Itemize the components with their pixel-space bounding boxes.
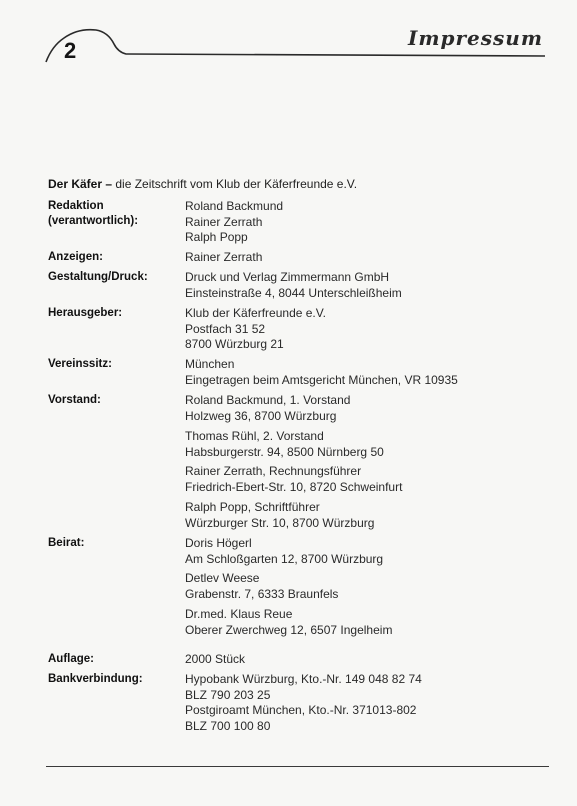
- entry-value: [185, 199, 545, 246]
- entry-value-line: Klub der Käferfreunde e.V.: [185, 306, 326, 320]
- intro-line: [48, 177, 357, 191]
- entry-value-line: Holzweg 36, 8700 Würzburg: [185, 408, 337, 423]
- magazine-name: Der Käfer –: [48, 177, 113, 191]
- entry-value-line: Druck und Verlag Zimmermann GmbH: [185, 270, 390, 284]
- entry-value-line: Thomas Rühl, 2. Vorstand: [185, 429, 324, 443]
- entry-label: Vorstand:: [48, 394, 101, 406]
- entry-value: [185, 536, 545, 567]
- entry-value: [185, 464, 545, 495]
- entry-value-line: Oberer Zwerchweg 12, 6507 Ingelheim: [185, 622, 393, 637]
- entry-value: [185, 672, 545, 734]
- entry-value: [185, 652, 545, 668]
- entry-value-line: Habsburgerstr. 94, 8500 Nürnberg 50: [185, 444, 384, 459]
- entry-value-line: Rainer Zerrath, Rechnungsführer: [185, 464, 362, 478]
- entry-value-line: Dr.med. Klaus Reue: [185, 607, 293, 621]
- entry-value-line: Ralph Popp, Schriftführer: [185, 500, 320, 514]
- entry-value: [185, 270, 545, 301]
- entry-value-line: Am Schloßgarten 12, 8700 Würzburg: [185, 551, 384, 566]
- entry-label: Bankverbindung:: [48, 673, 143, 685]
- entry-value-line: 8700 Würzburg 21: [185, 337, 284, 351]
- entry-value-line: Würzburger Str. 10, 8700 Würzburg: [185, 515, 375, 530]
- entry-value-line: Hypobank Würzburg, Kto.-Nr. 149 048 82 74: [185, 672, 422, 686]
- footer-rule: [46, 766, 549, 767]
- entry-value-line: 2000 Stück: [185, 652, 246, 666]
- entry-value-line: Roland Backmund, 1. Vorstand: [185, 393, 351, 407]
- entry-value-line: Rainer Zerrath: [185, 214, 263, 229]
- magazine-description: die Zeitschrift vom Klub der Käferfreunde e.V.: [112, 177, 358, 191]
- entry-value-line: Roland Backmund: [185, 199, 284, 213]
- page-number: 2: [64, 38, 77, 63]
- entry-value: [185, 250, 545, 266]
- entry-value-line: BLZ 700 100 80: [185, 718, 271, 733]
- entry-value-line: Doris Högerl: [185, 536, 252, 550]
- entry-label: Anzeigen:: [48, 251, 103, 263]
- entry-value-line: Postfach 31 52: [185, 321, 266, 336]
- entry-value-line: Eingetragen beim Amtsgericht München, VR 10935: [185, 372, 458, 387]
- entry-value-line: Detlev Weese: [185, 571, 260, 585]
- entry-value-line: Friedrich-Ebert-Str. 10, 8720 Schweinfurt: [185, 479, 403, 494]
- entry-value: [185, 357, 545, 388]
- entry-value-line: Grabenstr. 7, 6333 Braunfels: [185, 586, 339, 601]
- entry-value-line: Rainer Zerrath: [185, 250, 263, 264]
- entry-label: Herausgeber:: [48, 307, 123, 319]
- entry-label: Auflage:: [48, 653, 94, 665]
- entry-value: [185, 429, 545, 460]
- entry-value: [185, 500, 545, 531]
- entry-value-line: BLZ 790 203 25: [185, 687, 271, 702]
- entry-label: Vereinssitz:: [48, 358, 112, 370]
- entry-label: Redaktion (verantwortlich):: [48, 200, 139, 227]
- entry-value-line: Ralph Popp: [185, 230, 248, 244]
- entry-value: [185, 306, 545, 353]
- entry-value-line: Einsteinstraße 4, 8044 Unterschleißheim: [185, 285, 402, 300]
- entry-label: Beirat:: [48, 537, 85, 549]
- entry-value-line: Postgiroamt München, Kto.-Nr. 371013-802: [185, 703, 417, 717]
- running-title: Impressum: [408, 26, 543, 50]
- entry-label: Gestaltung/Druck:: [48, 271, 148, 283]
- entry-value: [185, 393, 545, 424]
- entry-value-line: München: [185, 357, 235, 371]
- entry-value: [185, 607, 545, 638]
- entry-value: [185, 571, 545, 602]
